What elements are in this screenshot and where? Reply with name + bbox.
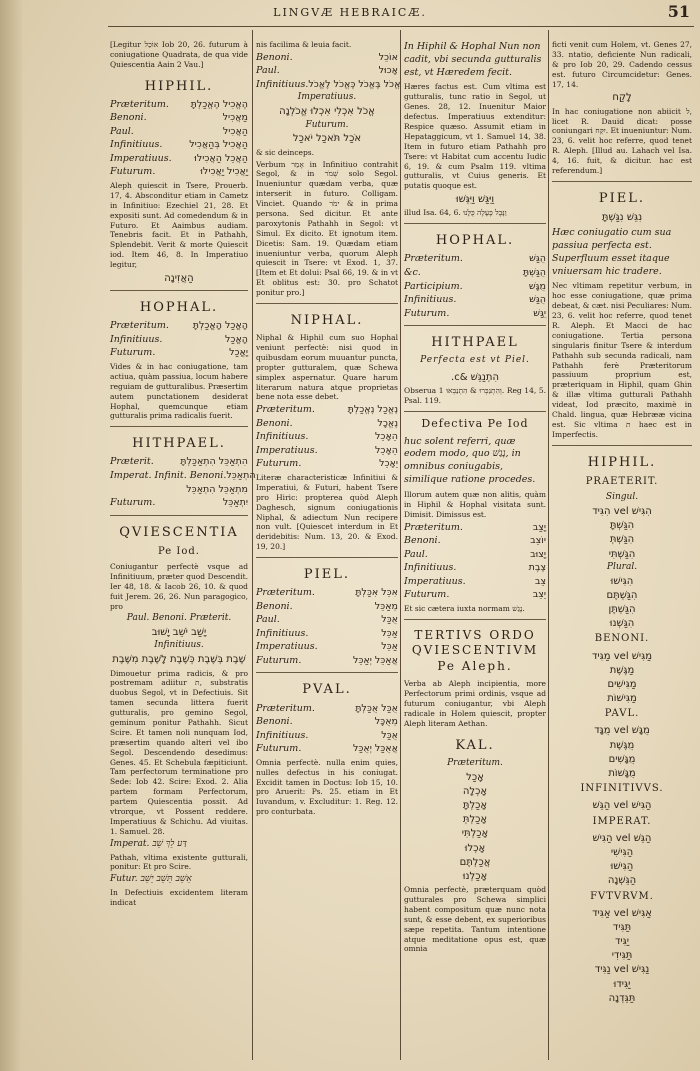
paradigm-row xyxy=(256,703,398,716)
infinitivus-label: INFINITIVVS. xyxy=(580,783,664,795)
row-hebrew: מְאַכֵּל xyxy=(374,600,398,612)
row-hebrew: אֻכַּל אֻכַּלְתָּ xyxy=(355,702,398,714)
section-title-hiphil: HIPHIL. xyxy=(587,454,657,470)
hebrew-form: הִגִּישׁ vel הִגִּיד xyxy=(592,505,652,517)
row-hebrew: אֱכֹל בֶּאֱכֹל כֶּאֱכֹל לֶאֱכֹל xyxy=(308,78,401,90)
hebrew-form: הַגִּישׁוּ xyxy=(610,861,634,873)
row-label: Infinitiuus. xyxy=(404,294,457,306)
hebrew-form: מַגִּישׁוֹת xyxy=(607,693,637,705)
row-hebrew: יַאֲכִיל יַאֲכִילוּ xyxy=(200,166,248,178)
defectiva-italic: huc solent referri, quæ eodem modo, quo נָגַשׁ, in omnibus coniugabis, similique ratione procedes. xyxy=(404,435,536,486)
row-label: Benoni. xyxy=(404,535,441,547)
row-label: Præteritum. xyxy=(110,98,169,110)
piel-hebrew: נִגֵּשׁ נִגַּשְׁתָּ xyxy=(601,212,643,224)
row-label: Infinitiuus. xyxy=(256,729,309,741)
section-subtitle: Perfecta est vt Piel. xyxy=(420,355,530,366)
niphal-text-2: Literæ characteristicæ Infinitiui & Imperatiui, & Futuri, habent Tsere pro Hiric: propterea quòd Aleph Daghesch, signum coniugationis Niphal, & adiectum Nun recipere non vult. [Quiescet interdum in Et deridebitis: Num. 13, 20. & Exod. 19, 20.] xyxy=(256,473,398,552)
kal-sub: Præteritum. xyxy=(447,757,503,768)
row-label: Paul. xyxy=(110,125,134,137)
row-label: Præterit. xyxy=(110,456,154,468)
col4-top-text: ficti venit cum Holem, vt. Genes 27, 33. ntatio, deficiente Nun radicali, & pro Iob 20, 29. Cadendo cessus est. futuro Circumcidetur: Genes. 17, 14. xyxy=(552,40,692,89)
col3-top-italic: In Hiphil & Hophal Nun non cadit, vbi secunda gutturalis est, vt Hæredem fecit. xyxy=(404,41,542,78)
paradigm-row xyxy=(110,153,248,166)
hiphil-table xyxy=(110,99,248,179)
hebrew-form: מַגִּישִׁים xyxy=(607,678,637,690)
paradigm-labels: Paul. Benoni. Præterit. xyxy=(126,613,232,624)
row-label: Infinitiuus. xyxy=(404,562,457,574)
divider xyxy=(110,515,248,516)
row-label: Paul. xyxy=(256,65,280,77)
paradigm-row xyxy=(404,253,546,266)
quiescentia-text: Coniugantur perfectè vsque ad Infinitiuum, præter quod Descendit. Ier 48, 18. & Iacob 26, 10. & quod fuit Jerem. 26, 26. Nun paragogico, pro xyxy=(110,561,248,611)
hebrew-form: יַגִּידוּ xyxy=(613,978,631,990)
section-title-defectiva: Defectiva Pe Iod xyxy=(421,417,529,431)
hebrew-form: אָכַלְתִּי xyxy=(461,828,489,840)
row-label: Imperatiuus. xyxy=(256,444,318,456)
row-hebrew: יִתְאַכֵּל xyxy=(222,497,248,509)
paradigm-row xyxy=(404,522,546,535)
divider xyxy=(256,557,398,558)
section-title-piel: PIEL. xyxy=(303,567,351,583)
binding-gutter xyxy=(0,0,22,1071)
row-hebrew: הֶאֱכִיל הֶאֱכַלְתָּ xyxy=(190,98,248,110)
hophal-text: Vides & in hac coniugatione, tam actiua, quàm passiua, locum habere reguiam de gutturalibus. Præsertim autem punctationem desiderat Hophal, quemcunque etiam gutturalis prima radicalis fuerit. xyxy=(110,361,248,421)
row-hebrew: אַכֵּל xyxy=(381,641,398,653)
imperatiuus-label: Imperatiuus. xyxy=(297,92,357,103)
paradigm-row xyxy=(404,576,546,589)
paradigm-row xyxy=(110,347,248,360)
hebrew-form: תַּגֵּדְנָה xyxy=(608,992,636,1004)
paradigm-row xyxy=(110,166,248,179)
hebrew-form: מַגִּישׁ vel מַגִּיד xyxy=(591,650,653,662)
paradigm-row xyxy=(256,431,398,444)
hebrew-form: אָכַלְנוּ xyxy=(462,870,488,882)
col2-body: Verbum אָמַר in Infinitiuo contrahit Segol, & in שְׁמֹר solo Segol. Inueniuntur quædam verba, quæ interserit in futuro. Colligam. Vinciet. Quando ימֹר & in prima persona. Sed dicitur. Et ante paroxytonis Pathahh in Segol: vt Simul. Ex dicito. Et ignotum item. Dicetis: Sam. 19. Quædam etiam inueniuntur verba, quorum Aleph quiescit in Tsere: vt Exod. 1, 37. [Item et Et dolui: Psal 66, 19. & in vt Et oblitus est: 30. pro Schatot ponitur pro.] xyxy=(256,159,398,298)
row-label: Benoni. xyxy=(110,112,147,124)
row-label: Futurum. xyxy=(110,166,156,178)
hebrew-form: יַגִּיד xyxy=(614,936,630,948)
futur-line: Futur. אֵשֵׁב תֵּשֵׁב יֵשֵׁב xyxy=(110,874,192,885)
row-hebrew: צֶבֶת xyxy=(528,562,546,574)
section-title-niphal: NIPHAL. xyxy=(290,312,364,328)
hebrew-form: מַגֶּשֶׁת xyxy=(609,664,635,676)
hebrew-form: אָכַלְתְּ xyxy=(462,814,488,826)
hebrew-form: מֻגָּשׁ vel מֻגָּד xyxy=(594,725,650,737)
row-label: Benoni. xyxy=(256,51,293,63)
hebrew-form: הִגַּשְׁתִּי xyxy=(608,548,636,560)
hiphil-text: Aleph quiescit in Tsere, Prouerb. 17, 4. Absconditur etiam in Cametz in Infinitiuo: Ezechiel 21, 28. Et expositi sunt. Ad comedendum & in Futuro. Et Aaimbus audiam. Tenebris facit. Et in Pathahh, Splendebit. Verit & morte Quiescit iod. Item 46, 8. In Imperatiuo legitur, xyxy=(110,181,248,270)
col3-top-hebrew: וַיִּגַּשׁ וַיִּגְּשׁוּ xyxy=(455,194,495,206)
piel-text: Nec vltimam repetitur verbum, in hoc esse coniugatione, quæ prima debeat, & cæt. nisi Peculiares: Num. 23, 6. velit hoc referre, quod tenet R. Aleph. Et Macci de hac coniugatione. Tertia persona singularis finitur Tsere & interdum Pathahh sub secunda radicali, nam Pathahh ferè Præteritorum passiuum proprium est, præteriquam in Hiphil, quam Ghin & illæ vltima gutturali Pathahh videat, Iod præcito, maximè in Chald. lingua, quæ Hebrææ vicina est. Sic vltima ת haec est in Imperfectis. xyxy=(552,281,692,439)
hebrew-form: אַגִּישׁ vel אַגִּיד xyxy=(592,907,652,919)
hebrew-form: הִגַּשְׁנוּ xyxy=(609,618,635,630)
column-4 xyxy=(552,38,692,1006)
row-hebrew: הָאֳכַל xyxy=(225,333,248,345)
section-title-quiescentia: QVIESCENTIA xyxy=(119,524,239,540)
row-label: Futurum. xyxy=(256,458,302,470)
paradigm-row xyxy=(256,730,398,743)
hebrew-form: הִגַּשְׁתֶּן xyxy=(608,603,636,615)
hithpael-text: Obserua וְהִתְנַכְּרוּ & הִתְנַבְּאוּ 1. Reg 14, 5. Psal. 119. xyxy=(404,386,546,406)
tertius-text: Verba ab Aleph incipientia, more Perfectorum primi ordinis, vsque ad futurum coniugantur, vbi Aleph radicale in Holem quiescit, propter Aleph literam Aethan. xyxy=(404,679,546,728)
paul-label: PAVL. xyxy=(604,708,640,720)
paradigm-row xyxy=(404,308,546,321)
defectiva-text: Illorum autem quæ non alitis, quàm in Hiphil & Hophal visitata sunt. Dimisit. Dimissus est. xyxy=(404,489,546,519)
paradigm-row xyxy=(110,112,248,125)
hebrew-form: תַּגִּידִי xyxy=(611,950,633,962)
hebrew-form: אָכַל xyxy=(466,771,484,783)
imperative-hebrew: אֱכֹל אִכְלִי אִכְלוּ אֱכֹלְנָה xyxy=(279,106,375,118)
row-label: Præteritum. xyxy=(256,587,315,599)
paradigm-row xyxy=(256,445,398,458)
row-label: Præteritum. xyxy=(256,404,315,416)
hithpael-hebrew: הִתְנַגֵּשׁ &c. xyxy=(451,372,499,384)
hiphil-end-word: הַאֲזִינָה xyxy=(164,273,194,285)
row-label: Imperatiuus. xyxy=(110,152,172,164)
row-label: Futurum. xyxy=(404,589,450,601)
kal-text: Omnia perfectè, præterquam quòd gutturales pro Schewa simplici habent compositum quæ nunc nota sunt, & esse debent, ex superioribus sæpe repetita. Tantum intentione atque meditatione opus est, quæ omnia xyxy=(404,885,546,954)
paradigm-row xyxy=(256,628,398,641)
hebrew-form: מֻגֶּשֶׁת xyxy=(609,739,635,751)
row-hebrew: הִתְאַכֵּל xyxy=(226,470,256,481)
paradigm-row xyxy=(256,587,398,600)
benoni-forms xyxy=(552,650,692,706)
row-label: Futurum. xyxy=(404,307,450,319)
paradigm-row xyxy=(256,78,401,92)
column-3 xyxy=(404,38,546,956)
paradigm-row xyxy=(256,641,398,654)
infinitive-hebrew: שֶׁבֶת בְּשֶׁבֶת כְּשֶׁבֶת לָשֶׁבֶת מִשֶּׁבֶת xyxy=(112,654,246,666)
hophal-table xyxy=(110,320,248,360)
row-hebrew: אוֹכֵל xyxy=(378,51,398,63)
paradigm-row xyxy=(404,281,546,294)
paradigm-row xyxy=(110,470,256,483)
row-hebrew: הֻגַּשְׁתָּ xyxy=(522,267,546,278)
paradigm-row xyxy=(256,601,398,614)
row-hebrew: הֻגַּשׁ xyxy=(529,253,546,265)
row-hebrew: מִתְאַכֵּל הִתְאַכֵּל xyxy=(186,483,248,495)
row-label: Imperat. Infinit. Benoni. xyxy=(110,470,227,481)
row-hebrew: אֲאֻכַּל יְאֻכַּל xyxy=(352,743,398,755)
section-title-piel: PIEL. xyxy=(598,190,646,206)
hebrew-form: הַגֵּשׁ vel הַגִּישׁ xyxy=(592,832,652,844)
row-label: Imperatiuus. xyxy=(256,641,318,653)
row-label: Benoni. xyxy=(256,716,293,728)
imperat-text: Pathah, vltima existente gutturali, ponitur: Et pro Scire. xyxy=(110,852,248,872)
row-hebrew: אַכֵּל xyxy=(381,627,398,639)
praeterit-plural xyxy=(552,575,692,631)
row-label: Futurum. xyxy=(256,654,302,666)
hebrew-form: מֻגָּשׁוֹת xyxy=(608,768,636,779)
paradigm-row xyxy=(110,320,248,333)
row-hebrew: אֻכַּל xyxy=(381,614,398,626)
piel-italic: Hæc coniugatio cum sua passiua perfecta est. Superfluum esset itaque vniuersam hic tradere. xyxy=(552,227,672,277)
hebrew-form: אָכְלָה xyxy=(462,785,488,797)
section-title-kal: KAL. xyxy=(455,737,495,753)
paradigm-row xyxy=(404,549,546,562)
hebrew-form: מֻגָּשִׁים xyxy=(608,753,636,765)
divider xyxy=(110,290,248,291)
benoni-label: BENONI. xyxy=(594,633,650,645)
col3-top-text: Hæres factus est. Cum vltima est gutturalis, tunc ratio in Segol, ut Genes. 28, 12. Inuenitur Maior defectus. Imperatiuus extenditur: Respice quæso. Assumit etiam in Hepataggicum, vt 1. Samuel 14, 38. Item in futuro etiam Pathahh pro Tsere: vt Habitat cum accentu Iudic 6, 19. & cum Psalm 119. vltima gutturalis, vt Cuius generis. Et putatis quoque est. xyxy=(404,82,546,191)
section-title-hophal: HOPHAL. xyxy=(139,300,219,316)
row-hebrew: הַאֲכֵל הַאֲכִילוּ xyxy=(194,152,248,164)
imperat-forms xyxy=(552,832,692,888)
paradigm-row xyxy=(110,126,248,139)
paradigm-row xyxy=(110,497,248,510)
futur-text: In Defectiuis excidentem literam indicat xyxy=(110,888,248,908)
col3-top-ref: illud Isa. 64, 6. וַנָּבֶל כֶּעָלֶה כֻּלָּנוּ xyxy=(404,208,507,218)
row-hebrew: הַאֲכִיל xyxy=(222,125,248,137)
kal-paradigm xyxy=(404,771,546,884)
row-label: Futurum. xyxy=(110,497,156,509)
hebrew-form: הִגַּשְׁתֶּם xyxy=(606,589,638,601)
divider xyxy=(404,411,546,412)
row-label: Infinitiuus. xyxy=(110,333,163,345)
hebrew-form: אָכַלְתָּ xyxy=(462,799,488,811)
divider xyxy=(404,619,546,620)
hebrew-form: הַגֵּשְׁנָה xyxy=(607,875,637,887)
running-header: LINGVÆ HEBRAICÆ. xyxy=(273,6,427,19)
row-hebrew: הִתְאַכֵּל הִתְאַכַּלְתָּ xyxy=(180,456,248,468)
row-label: Paul. xyxy=(256,614,280,626)
row-label: Paul. xyxy=(404,548,428,560)
paradigm-row xyxy=(256,716,398,729)
plural-label: Plural. xyxy=(606,561,638,572)
paradigm-row xyxy=(256,52,398,65)
row-hebrew: יֵצֵב xyxy=(532,589,546,601)
row-label: Infinitiuus. xyxy=(256,627,309,639)
hithpael-table xyxy=(110,456,256,509)
paradigm-row xyxy=(404,562,546,575)
row-hebrew: אֲאַכֵּל יְאַכֵּל xyxy=(352,654,398,666)
row-hebrew: יֵאָכֵל xyxy=(379,458,398,470)
row-hebrew: הַאֲכִיל בְּהַאֲכִיל xyxy=(189,139,248,151)
column-rule xyxy=(548,30,549,1060)
row-hebrew: אֻכַּל xyxy=(381,729,398,741)
column-1 xyxy=(110,38,256,910)
section-title-hophal: HOPHAL. xyxy=(435,233,515,249)
niphal-text: Niphal & Hiphil cum suo Hophal veniunt perfectè: nisi quod in quibusdam eorum muuantur puncta, propter gutturalem, quæ Schewa simplex aspernatur. Quare harum literarum natura atque proprietas bene nota esse debet. xyxy=(256,333,398,402)
row-hebrew: נֶאֱכַל נֶאֱכַלְתָּ xyxy=(347,404,398,416)
pual-table xyxy=(256,703,398,756)
row-hebrew: יָאֳכַל xyxy=(229,347,248,359)
defectiva-table xyxy=(404,522,546,602)
divider xyxy=(404,325,546,326)
column-2 xyxy=(256,38,401,819)
row-label: Imperatiuus. xyxy=(404,575,466,587)
paul-forms xyxy=(552,724,692,780)
row-hebrew: יָצַב xyxy=(532,521,546,533)
row-hebrew: יוֹצֵב xyxy=(530,535,546,547)
paradigm-row xyxy=(110,99,248,112)
row-label: Benoni. xyxy=(256,600,293,612)
row-hebrew: יָצוּב xyxy=(530,548,546,560)
singul-label: Singul. xyxy=(605,492,639,503)
paradigm-row xyxy=(404,294,546,307)
hebrew-form: נַגִּישׁ vel נַגִּיד xyxy=(594,964,650,976)
hebrew-form: אָכְלוּ xyxy=(464,842,486,854)
header-rule xyxy=(108,26,694,27)
row-hebrew: הֵאָכֵל xyxy=(375,444,398,456)
defectiva-end: Et sic cætera iuxta normam נָגַשׁ. xyxy=(404,603,525,613)
col2-top-text: nis facilima & leuia facit. xyxy=(256,40,352,49)
row-label: Infinitiuus. xyxy=(110,139,163,151)
row-label: Infinitiuus. xyxy=(256,78,309,90)
intro-note: [Legitur אוֹכַל Iob 20, 26. futurum à coniugatione Quadrata, de qua vide Quiescentia Aain 2 Vau.] xyxy=(110,40,248,69)
hebrew-form: תַּגִּיד xyxy=(612,921,632,933)
row-hebrew: אָכוּל xyxy=(378,65,398,77)
row-hebrew: מֻגָּשׁ xyxy=(528,280,546,292)
column-rule xyxy=(400,30,401,1060)
hebrew-form: אֲכַלְתֶּם xyxy=(459,856,491,868)
row-label: Participium. xyxy=(404,280,463,292)
futurum-label: FVTVRVM. xyxy=(590,890,654,902)
paradigm-row xyxy=(256,418,398,431)
paradigm-hebrew: יָשַׁב יֹשֵׁב יָשׁוּב xyxy=(151,627,207,639)
section-subtitle: Pe Iod. xyxy=(158,545,200,557)
section-title-hiphil: HIPHIL. xyxy=(144,78,214,94)
section-title-tertius: TERTIVS ORDO QVIESCENTIVM Pe Aleph. xyxy=(411,627,539,674)
row-hebrew: אִכֵּל אִכַּלְתָּ xyxy=(355,587,398,599)
pual-text: Omnia perfectè. nulla enim quies, nulles defectus in his coniugat. Excidit tamen in Doctus: Iob 15, 10. pro Aruerit: Ps. 25. etiam in Et Iuvandum, v. Excluditur: 1. Reg. 12. pro conturbata. xyxy=(256,757,398,817)
quiescentia-body: Dimouetur prima radicis, & pro postremam adiitur ת, substratis duobus Segol, vt in Defectiuis. Sit tamen secunda littera fuerit gutturalis, pro gemino Segol, geminum ponitur Pathahh. Sicut Scire. Et tamen noli nunquam Iod, præsertim quando alteri vel ibo Segol. Descendendo desedimus: Genes. 45. Et Schebula fæpiticiunt. Tam perfectorum terminatione pro Sede: Iob 42. Scire: Exod. 2. Alia partem formam Perfectorum, partem Quiescentia possit. Ad vtrorque, vt Possent reddere. Imperatiuus & Schichu. Ad viuitas. 1. Samuel. 28. xyxy=(110,668,248,836)
row-hebrew: הֻגַּשׁ xyxy=(529,294,546,306)
paradigm-row xyxy=(256,743,398,756)
section-title-hithpael: HITHPAEL. xyxy=(132,436,226,452)
row-hebrew: נֶאֱכָל xyxy=(377,417,398,429)
infinitiuus-label: Infinitiuus. xyxy=(154,640,204,651)
praeterit-label: PRAETERIT. xyxy=(585,475,659,487)
praeterit-singular xyxy=(552,505,692,561)
divider xyxy=(256,303,398,304)
paradigm-row xyxy=(110,484,248,497)
row-label: &c. xyxy=(404,267,421,278)
row-label: Præteritum. xyxy=(256,702,315,714)
hebrew-form: הִגַּשְׁתָּ xyxy=(609,520,635,532)
futurum-forms xyxy=(552,907,692,1005)
paradigm-row xyxy=(404,535,546,548)
paradigm-row xyxy=(256,614,398,627)
kal-rows xyxy=(256,51,401,92)
row-label: Præteritum. xyxy=(404,253,463,265)
paradigm-row xyxy=(404,589,546,602)
hophal-table xyxy=(404,253,546,320)
row-label: Infinitiuus. xyxy=(256,431,309,443)
row-hebrew: הֵאָכֵל xyxy=(375,431,398,443)
row-label: Futurum. xyxy=(256,743,302,755)
hebrew-form: הִגִּישׁוּ xyxy=(610,575,634,587)
infinitive-hebrew: הַגִּישׁ vel הַגֵּשׁ xyxy=(592,800,652,812)
hebrew-form: הִגַּשְׁתְּ xyxy=(609,534,635,546)
divider xyxy=(256,672,398,673)
divider xyxy=(552,181,692,182)
imperat-label: IMPERAT. xyxy=(592,815,652,827)
hebrew-form: הַגִּישִׁי xyxy=(610,846,634,858)
niphal-table xyxy=(256,404,398,471)
paradigm-row xyxy=(110,139,248,152)
row-label: Præteritum. xyxy=(404,521,463,533)
paradigm-row xyxy=(256,655,398,668)
row-hebrew: מַאֲכִיל xyxy=(222,112,248,124)
section-title-hithpael: HITHPAEL xyxy=(431,335,519,351)
future-hebrew: אֹכַל תֹּאכַל יֹאכַל xyxy=(292,133,362,145)
row-hebrew: צֵב xyxy=(534,575,546,587)
futurum-label: Futurum. xyxy=(305,119,349,130)
row-hebrew: יֻגַּשׁ xyxy=(533,307,546,319)
col4-top-text-2: In hac coniugatione non abiicit ל, licet R. Dauid dicat: posse coniungari יִקַּח. Et inueniuntur: Num. 23, 6. velit hoc referre, quod tenet R. Aleph. [Illud au. Lahach vel Isa. 4, 16. fuit, & dicitur. hac est referendum.] xyxy=(552,106,692,175)
paradigm-row xyxy=(256,458,398,471)
paradigm-row xyxy=(110,334,248,347)
paradigm-row xyxy=(256,404,398,417)
divider xyxy=(404,223,546,224)
row-label: Benoni. xyxy=(256,417,293,429)
paradigm-row xyxy=(110,456,248,469)
page-number: 51 xyxy=(667,2,690,21)
row-label: Præteritum. xyxy=(110,320,169,332)
paradigm-row xyxy=(404,267,546,280)
divider xyxy=(110,426,248,427)
section-title-pual: PVAL. xyxy=(302,682,352,698)
paradigm-row xyxy=(256,65,398,78)
imperat-line: Imperat. דַּע לֵךְ שֵׁב xyxy=(110,838,187,849)
col4-top-hebrew: לָקַח xyxy=(612,92,632,104)
piel-table xyxy=(256,587,398,667)
deinceps: & sic deinceps. xyxy=(256,147,315,157)
column-rule xyxy=(252,30,253,1060)
row-hebrew: מְאֻכָּל xyxy=(374,716,398,728)
divider xyxy=(552,445,692,446)
row-hebrew: הָאֳכַל הָאֳכַלְתָּ xyxy=(192,320,248,332)
row-label: Futurum. xyxy=(110,347,156,359)
